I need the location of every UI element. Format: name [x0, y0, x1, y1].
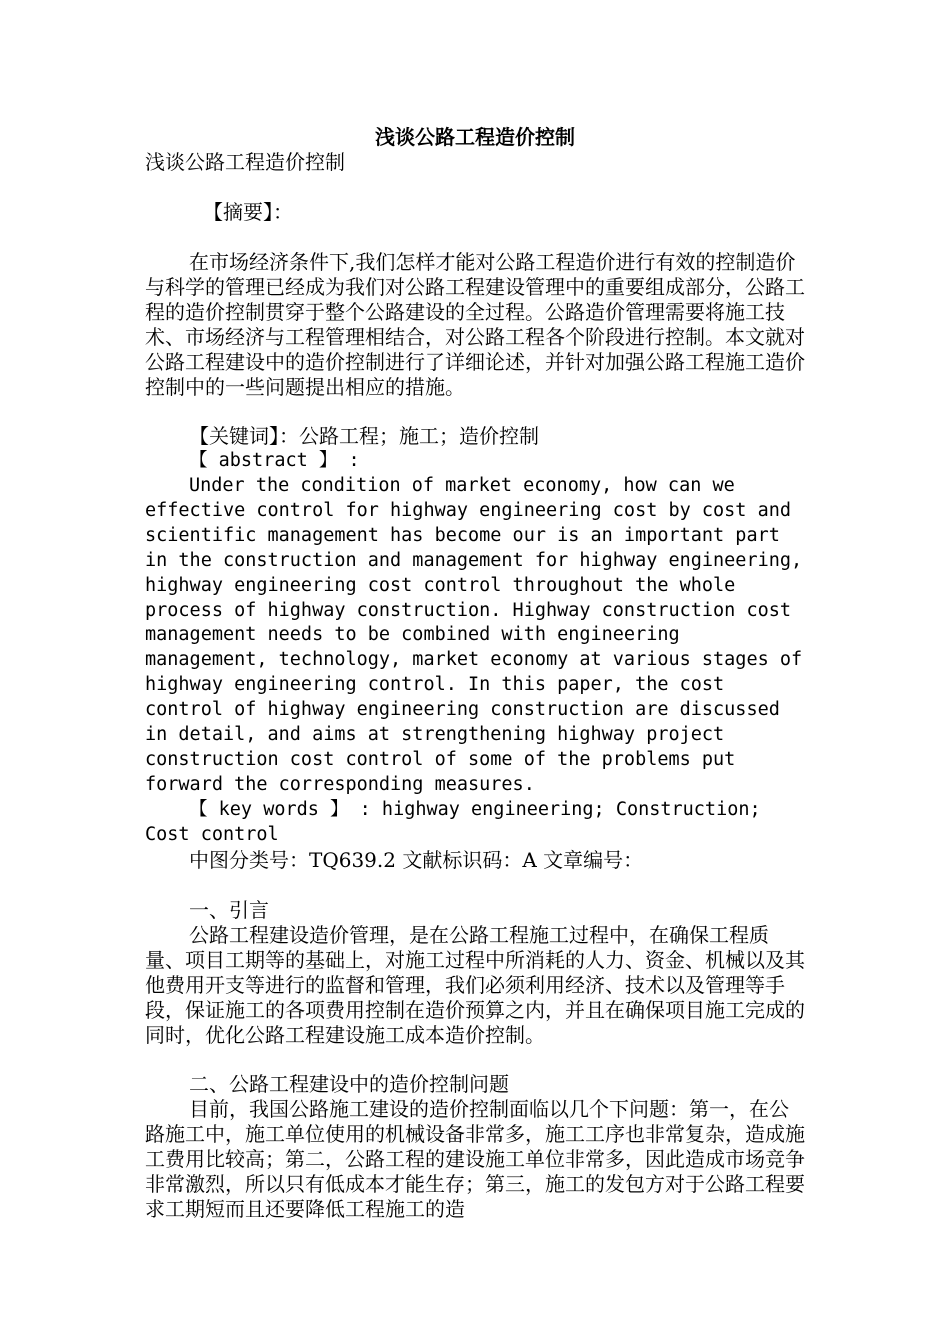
- section-2-paragraph: 目前，我国公路施工建设的造价控制面临以几个下问题：第一，在公路施工中，施工单位使用的机械设备非常多，施工工序也非常复杂，造成施工费用比较高；第二，公路工程的建设施工单位非常多，因此造成市场竞争非常激烈，所以只有低成本才能生存；第三，施工的发包方对于公路工程要求工期短而且还要降低工程施工的造: [145, 1097, 805, 1221]
- section-1-heading: 一、引言: [189, 898, 269, 922]
- section-1-paragraph: 公路工程建设造价管理，是在公路工程施工过程中，在确保工程质量、项目工期等的基础上，对施工过程中所消耗的人力、资金、机械以及其他费用开支等进行的监督和管理，我们必须利用经济、技术以及管理等手段，保证施工的各项费用控制在造价预算之内，并且在确保项目施工完成的同时，优化公路工程建设施工成本造价控制。: [145, 923, 805, 1047]
- abstract-label: 【摘要】：: [203, 200, 293, 224]
- classification-line: 中图分类号：TQ639.2 文献标识码：A 文章编号：: [189, 848, 644, 872]
- section-2-heading: 二、公路工程建设中的造价控制问题: [189, 1072, 509, 1096]
- document-subtitle: 浅谈公路工程造价控制: [145, 150, 345, 174]
- abstract-en-label: 【 abstract 】 :: [189, 450, 360, 471]
- keywords-cn: 【关键词】：公路工程；施工；造价控制: [189, 424, 539, 448]
- keywords-en: 【 key words 】 : highway engineering; Construction; Cost control: [145, 799, 761, 845]
- document-title: 浅谈公路工程造价控制: [375, 125, 575, 149]
- abstract-paragraph: 在市场经济条件下,我们怎样才能对公路工程造价进行有效的控制造价与科学的管理已经成为我们对公路工程建设管理中的重要组成部分，公路工程的造价控制贯穿于整个公路建设的全过程。公路造价管理需要将施工技术、市场经济与工程管理相结合，对公路工程各个阶段进行控制。本文就对公路工程建设中的造价控制进行了详细论述，并针对加强公路工程施工造价控制中的一些问题提出相应的措施。: [145, 250, 805, 399]
- abstract-en-paragraph: Under the condition of market economy, how can we effective control for highway engineering cost by cost and scientific management has become our is an important part in the construction and management for highway engineering, highway engineering cost control throughout the whole process of highway construction. Highway construction cost management needs to be combined with engineering management, technology, market economy at various stages of highway engineering control. In this paper, the cost control of highway engineering construction are discussed in detail, and aims at strengthening highway project construction cost control of some of the problems put forward the corresponding measures.: [145, 475, 803, 795]
